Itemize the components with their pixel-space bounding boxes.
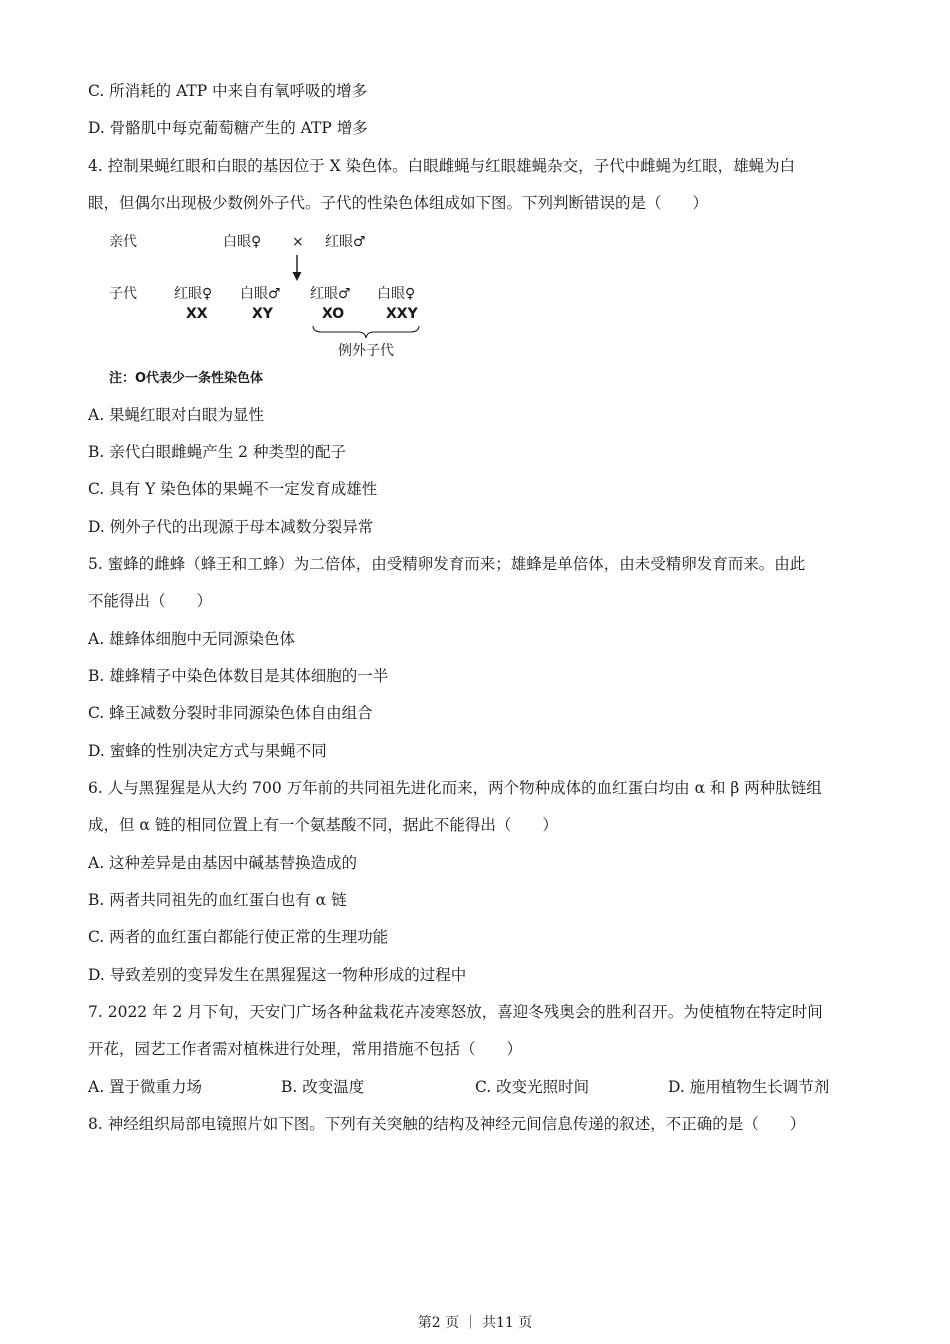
q5-stem-line2: 不能得出（ ）	[88, 592, 213, 610]
q4-stem-line2: 眼，但偶尔出现极少数例外子代。子代的性染色体组成如下图。下列判断错误的是（ ）	[88, 194, 709, 212]
q4-option-a: A. 果蝇红眼对白眼为显性	[88, 406, 265, 424]
q7-option-d: D. 施用植物生长调节剂	[668, 1078, 830, 1096]
offspring-2-genotype: XY	[252, 306, 273, 322]
q7-stem-line2: 开花，园艺工作者需对植株进行处理，常用措施不包括（ ）	[88, 1040, 523, 1058]
offspring-2-phenotype: 白眼♂	[240, 286, 281, 302]
q3-option-d: D. 骨骼肌中每克葡萄糖产生的 ATP 增多	[88, 119, 368, 137]
q5-option-d: D. 蜜蜂的性别决定方式与果蝇不同	[88, 742, 327, 760]
q6-stem-line1: 6. 人与黑猩猩是从大约 700 万年前的共同祖先进化而来，两个物种成体的血红蛋白均由 α 和 β 两种肽链组	[88, 779, 822, 797]
q4-option-d: D. 例外子代的出现源于母本减数分裂异常	[88, 518, 374, 536]
q7-option-a: A. 置于微重力场	[88, 1078, 203, 1096]
q6-option-b: B. 两者共同祖先的血红蛋白也有 α 链	[88, 891, 347, 909]
q4-option-b: B. 亲代白眼雌蝇产生 2 种类型的配子	[88, 443, 346, 461]
diagram-note: 注：O代表少一条性染色体	[109, 371, 264, 386]
offspring-4-genotype: XXY	[386, 306, 418, 322]
offspring-4-phenotype: 白眼♀	[377, 286, 416, 302]
q8-stem-line1: 8. 神经组织局部电镜照片如下图。下列有关突触的结构及神经元间信息传递的叙述，不正确的是（ ）	[88, 1115, 806, 1133]
q7-stem-line1: 7. 2022 年 2 月下旬，天安门广场各种盆栽花卉凌寒怒放，喜迎冬残奥会的胜利召开。为使植物在特定时间	[88, 1003, 823, 1021]
q4-option-c: C. 具有 Y 染色体的果蝇不一定发育成雄性	[88, 480, 378, 498]
offspring-generation-label: 子代	[109, 286, 137, 302]
q5-option-c: C. 蜂王减数分裂时非同源染色体自由组合	[88, 704, 373, 722]
offspring-3-phenotype: 红眼♂	[310, 286, 351, 302]
q7-option-c: C. 改变光照时间	[475, 1078, 590, 1096]
page-number: 第2 页 ｜ 共11 页	[417, 1315, 533, 1331]
q6-option-d: D. 导致差别的变异发生在黑猩猩这一物种形成的过程中	[88, 966, 467, 984]
q7-option-b: B. 改变温度	[281, 1078, 365, 1096]
q6-stem-line2: 成，但 α 链的相同位置上有一个氨基酸不同，据此不能得出（ ）	[88, 816, 558, 834]
q4-cross-diagram	[100, 225, 460, 395]
offspring-3-genotype: XO	[322, 306, 345, 322]
q3-option-c: C. 所消耗的 ATP 中来自有氧呼吸的增多	[88, 82, 368, 100]
page-footer	[0, 1313, 950, 1333]
exception-offspring-label: 例外子代	[338, 343, 394, 359]
parent-male: 红眼♂	[325, 234, 366, 250]
q5-option-b: B. 雄蜂精子中染色体数目是其体细胞的一半	[88, 667, 389, 685]
q7-options-row	[88, 1076, 868, 1098]
q5-option-a: A. 雄蜂体细胞中无同源染色体	[88, 630, 296, 648]
q4-stem-line1: 4. 控制果蝇红眼和白眼的基因位于 X 染色体。白眼雌蝇与红眼雄蝇杂交，子代中雌蝇为红眼，雄蝇为白	[88, 157, 796, 175]
offspring-1-genotype: XX	[186, 306, 208, 322]
q5-stem-line1: 5. 蜜蜂的雌蜂（蜂王和工蜂）为二倍体，由受精卵发育而来；雄蜂是单倍体，由未受精卵发育而来。由此	[88, 555, 806, 573]
parent-female: 白眼♀	[223, 234, 262, 250]
down-arrow-icon	[290, 254, 304, 282]
q6-option-c: C. 两者的血红蛋白都能行使正常的生理功能	[88, 928, 389, 946]
q6-option-a: A. 这种差异是由基因中碱基替换造成的	[88, 854, 358, 872]
cross-symbol: ×	[292, 234, 304, 250]
exception-brace	[312, 324, 420, 340]
parent-generation-label: 亲代	[109, 234, 137, 250]
offspring-1-phenotype: 红眼♀	[174, 286, 213, 302]
